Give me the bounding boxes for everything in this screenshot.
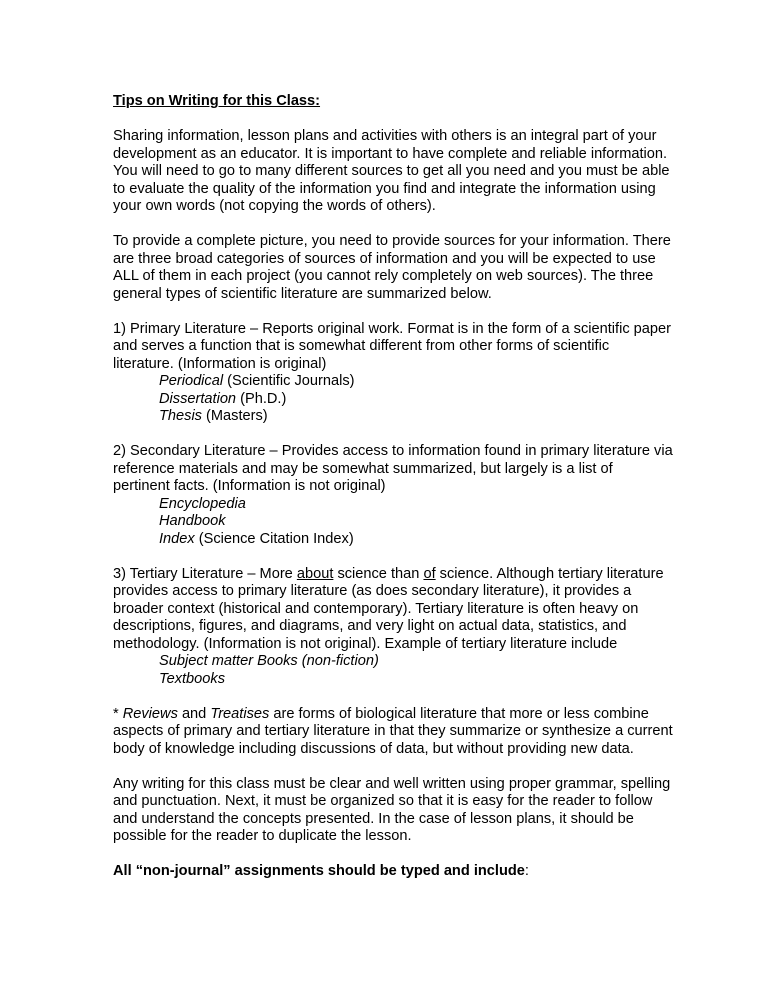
item-note: (Masters) [201,408,268,424]
writing-paragraph: Any writing for this class must be clear and well written using proper grammar, spelling and punctuation. Next, it must be organized so that it is easy for the reader to follow and understand the concepts presented. In the case of lesson plans, it should be possible for the reader to duplicate the lesson. [113,775,671,844]
list-item [113,513,673,531]
item-name: Periodical [159,373,224,389]
item-name: Dissertation [159,390,237,407]
sources-paragraph: To provide a complete picture, you need to provide sources for your information. There are three broad categories of sources of information and you will be expected to use ALL of them in each project (you cannot rely completely on web sources). The three general types of scientific literature are summarized below. [113,233,671,302]
treatises-word: Treatises [210,705,270,722]
final-line-bold: All “non-journal” assignments should be typed and include [113,863,525,879]
of-word: of [423,565,436,582]
list-item [113,671,673,689]
tertiary-text-end: science. Although tertiary literature provides access to primary literature (as does secondary literature), it provides a broader context (historical and contemporary). Tertiary literature is often heavy on descriptions, figures, and diagrams, and very light on actual data, statistics, and methodology. (Information is not original). Example of tertiary literature include [113,565,664,652]
intro-paragraph: Sharing information, lesson plans and activities with others is an integral part of your development as an educator. It is important to have complete and reliable information. You will need to go to many different sources to get all you need and you must be able to evaluate the quality of the information you find and integrate the information using your own words (not copying the words of others). [113,128,670,214]
list-item [113,408,673,426]
item-name: Index [159,530,195,547]
list-item [113,531,673,549]
final-line-colon: : [524,863,529,879]
reviews-prefix: * [113,705,123,722]
item-name: Subject matter Books (non-fiction) [159,653,379,669]
document-title: Tips on Writing for this Class: [113,93,321,109]
item-name: Textbooks [159,670,225,687]
tertiary-literature-text [113,566,673,654]
item-name: Thesis [159,408,202,424]
item-note: (Scientific Journals) [223,373,355,389]
secondary-literature-section [113,443,673,548]
item-name: Handbook [159,513,226,529]
about-word: about [296,565,334,582]
list-item [113,391,673,409]
item-note: (Science Citation Index) [194,530,354,547]
primary-literature-section [113,321,673,426]
document-page [113,93,673,898]
tertiary-text-mid: science than [333,565,424,582]
list-item [113,653,673,671]
and-word: and [177,705,211,722]
primary-literature-text: 1) Primary Literature – Reports original work. Format is in the form of a scientific paper and serves a function that is somewhat different from other forms of scientific literature. (Information is original) [113,320,672,372]
reviews-note [113,706,673,759]
item-name: Encyclopedia [159,495,246,512]
reviews-rest: are forms of biological literature that more or less combine aspects of primary and tertiary literature in that they summarize or synthesize a current body of knowledge including discussions of data, but without providing new data. [113,705,673,757]
reviews-word: Reviews [122,705,178,722]
tertiary-text-start: 3) Tertiary Literature – More [113,565,297,582]
item-note: (Ph.D.) [236,390,287,407]
final-line [113,863,673,881]
list-item [113,373,673,391]
secondary-literature-text: 2) Secondary Literature – Provides access to information found in primary literature via reference materials and may be somewhat summarized, but largely is a list of pertinent facts. (Information is not original) [113,443,673,494]
list-item [113,496,673,514]
tertiary-literature-section [113,566,673,689]
